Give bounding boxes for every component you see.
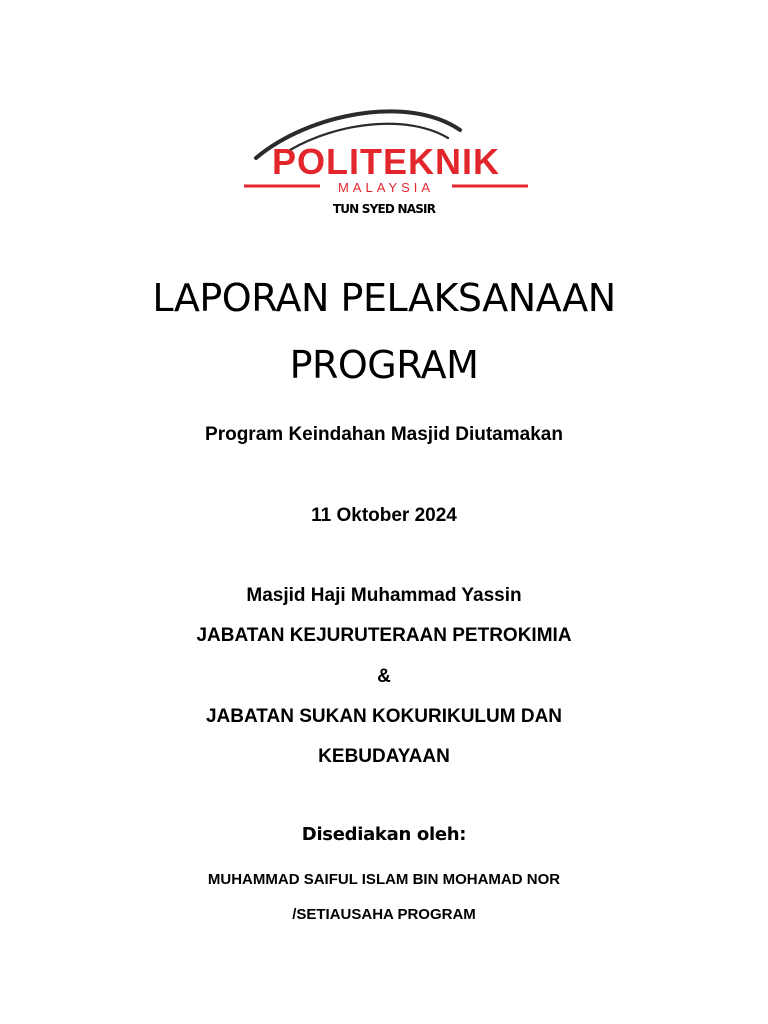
prepared-by-label: Disediakan oleh: <box>301 824 467 845</box>
organizer-department-2-line1: JABATAN SUKAN KOKURIKULUM DAN <box>205 706 563 727</box>
campus-name: TUN SYED NASIR <box>332 202 436 216</box>
program-venue: Masjid Haji Muhammad Yassin <box>246 585 522 606</box>
organizer-separator: & <box>377 666 391 687</box>
logo-country: MALAYSIA <box>337 180 435 194</box>
preparer-name: MUHAMMAD SAIFUL ISLAM BIN MOHAMAD NOR <box>207 871 561 888</box>
report-title-line2: PROGRAM <box>289 343 479 387</box>
logo-wordmark: POLITEKNIK <box>271 141 501 182</box>
program-date: 11 Oktober 2024 <box>311 505 457 526</box>
politeknik-malaysia-logo <box>238 100 534 194</box>
organizer-department-1: JABATAN KEJURUTERAAN PETROKIMIA <box>196 625 572 646</box>
organizer-department-2-line2: KEBUDAYAAN <box>318 746 450 767</box>
program-name: Program Keindahan Masjid Diutamakan <box>205 424 563 445</box>
preparer-role: /SETIAUSAHA PROGRAM <box>292 906 476 923</box>
report-title-line1: LAPORAN PELAKSANAAN <box>152 276 616 320</box>
